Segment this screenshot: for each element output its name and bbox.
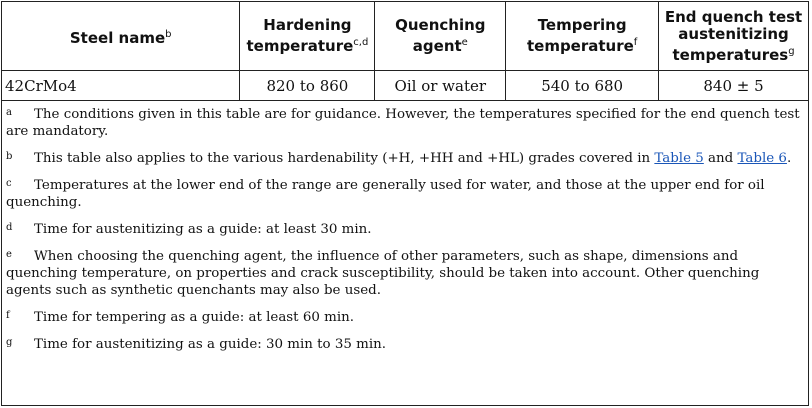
- footnote-f: f Time for tempering as a guide: at least 60 min.: [6, 310, 354, 325]
- footnote-d: d Time for austenitizing as a guide: at least 30 min.: [6, 222, 372, 237]
- table-row: [2, 71, 809, 101]
- cell-end-quench-temperature: 840 ± 5: [659, 71, 809, 101]
- cell-tempering-temperature: 540 to 680: [506, 71, 659, 101]
- header-tempering-temperature: Tempering temperature$^f$: [506, 2, 659, 71]
- table-6-link[interactable]: Table 6: [737, 151, 787, 166]
- table-header-row: [2, 2, 809, 71]
- cell-hardening-temperature: 820 to 860: [240, 71, 375, 101]
- header-end-quench-test: End quench test austenitizing temperatures$^g$: [659, 2, 809, 71]
- cell-steel-name: 42CrMo4: [2, 71, 240, 101]
- heat-treatment-table: [1, 1, 809, 101]
- footnote-e: e When choosing the quenching agent, the influence of other parameters, such as shape, dimensions and quenching temperature, on properties and crack susceptibility, should be taken into account. Other quenching agents such as synthetic quenchants may also be used.: [6, 249, 760, 298]
- footnote-c: c Temperatures at the lower end of the range are generally used for water, and those at the upper end for oil quenching.: [6, 178, 765, 210]
- header-hardening-temperature: Hardening temperature$^{c,d}$: [240, 2, 375, 71]
- table-footnotes: [6, 104, 804, 361]
- header-steel-name: Steel name$^b$: [2, 2, 240, 71]
- footnote-a: a The conditions given in this table are for guidance. However, the temperatures specified for the end quench test are mandatory.: [6, 107, 800, 139]
- header-quenching-agent: Quenching agent$^e$: [375, 2, 506, 71]
- table-5-link[interactable]: Table 5: [654, 151, 704, 166]
- footnote-g: g Time for austenitizing as a guide: 30 min to 35 min.: [6, 337, 387, 352]
- footnote-b: b This table also applies to the various hardenability (+H, +HH and +HL) grades covered in Table 5 and Table 6.: [6, 151, 792, 166]
- cell-quenching-agent: Oil or water: [375, 71, 506, 101]
